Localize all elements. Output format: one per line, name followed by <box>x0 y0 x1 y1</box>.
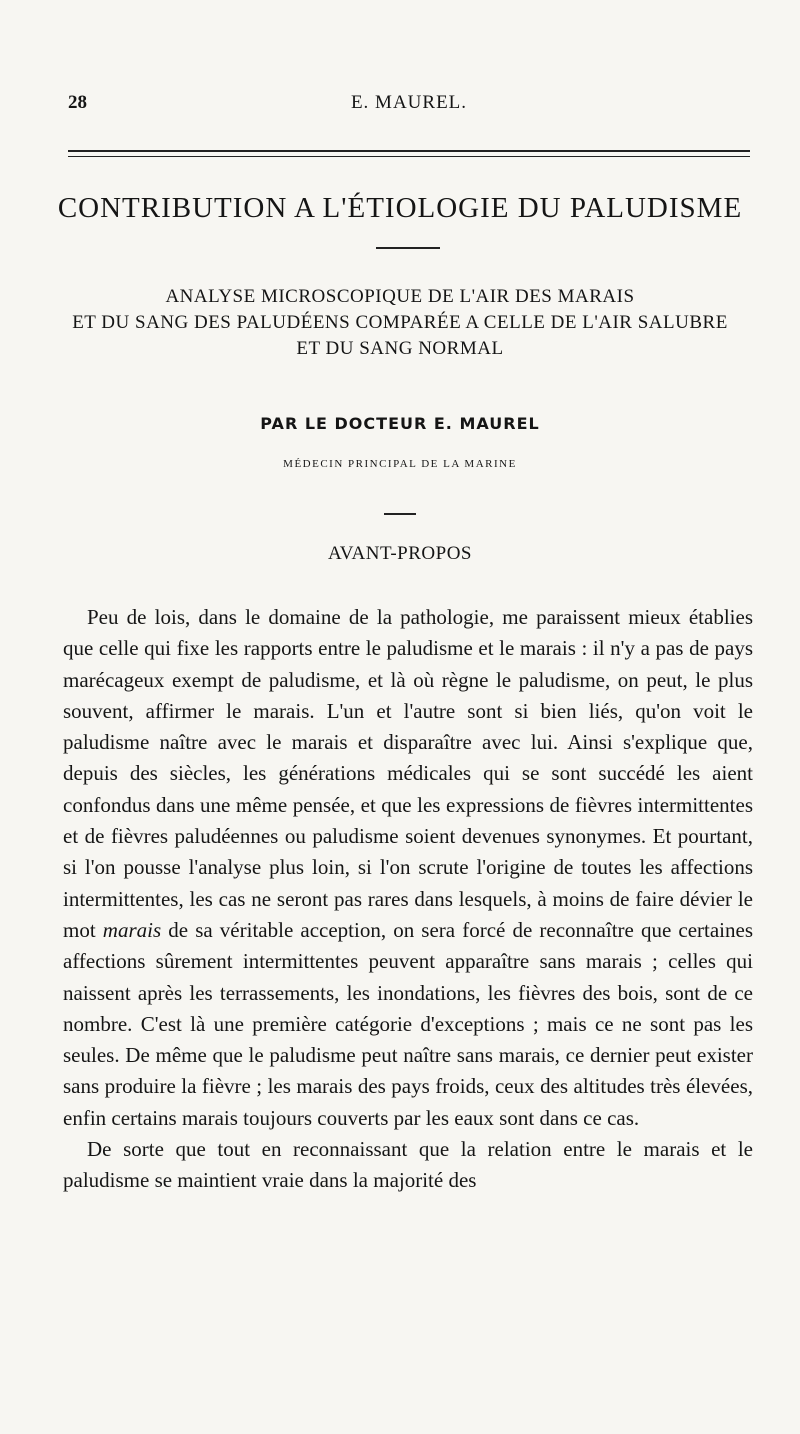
paragraph-1-text-b: de sa véritable acception, on sera forcé de reconnaître que certaines affections sûrement intermittentes peuvent apparaître sans marais ; celles qui naissent après les terrassements, les inondations, les fièvres des bois, sont de ce nombre. C'est là une première catégorie d'exceptions ; mais ce ne sont pas les seules. De même que le paludisme peut naître sans marais, ce dernier peut exister sans produire la fièvre ; les marais des pays froids, ceux des altitudes très élevées, enfin certains marais toujours couverts par les eaux sont dans ce cas. <box>63 917 754 1130</box>
section-divider <box>384 513 416 515</box>
header-rule <box>68 150 750 157</box>
paragraph-2: De sorte que tout en reconnaissant que la relation entre le marais et le paludisme se maintient vraie dans la majorité des <box>63 1137 753 1193</box>
running-head: E. MAUREL. <box>350 92 468 113</box>
body-text <box>63 602 753 1197</box>
paragraph-1 <box>63 602 753 1134</box>
article-title: CONTRIBUTION A L'ÉTIOLOGIE DU PALUDISME <box>57 192 743 224</box>
subtitle-line-2: ET DU SANG DES PALUDÉENS COMPARÉE A CELLE DE L'AIR SALUBRE <box>72 312 728 333</box>
subtitle-line-1: ANALYSE MICROSCOPIQUE DE L'AIR DES MARAIS <box>165 286 635 307</box>
title-divider <box>376 247 440 249</box>
page-number: 28 <box>68 92 87 113</box>
section-title: AVANT-PROPOS <box>328 543 472 564</box>
subtitle-line-3: ET DU SANG NORMAL <box>296 338 504 359</box>
page-header <box>68 92 750 120</box>
author-affiliation: MÉDECIN PRINCIPAL DE LA MARINE <box>283 458 517 470</box>
author-line: PAR LE DOCTEUR E. MAUREL <box>260 414 540 433</box>
article-subtitle <box>40 284 760 362</box>
paragraph-1-emphasis: marais <box>102 917 162 942</box>
paragraph-1-text-a: Peu de lois, dans le domaine de la pathologie, me paraissent mieux établies que celle qui fixe les rapports entre le paludisme et le marais : il n'y a pas de pays marécageux exempt de paludisme, et là où règne le paludisme, on peut, le plus souvent, affirmer le marais. L'un et l'autre sont si bien liés, qu'on voit le paludisme naître avec le marais et disparaître avec lui. Ainsi s'explique que, depuis des siècles, les générations médicales qui se sont succédé les aient confondus dans une même pensée, et que les expressions de fièvres intermittentes et de fièvres paludéennes ou paludisme soient devenues synonymes. Et pourtant, si l'on pousse l'analyse plus loin, si l'on scrute l'origine de toutes les affections intermittentes, les cas ne seront pas rares dans lesquels, à moins de faire dévier le mot <box>63 605 753 942</box>
